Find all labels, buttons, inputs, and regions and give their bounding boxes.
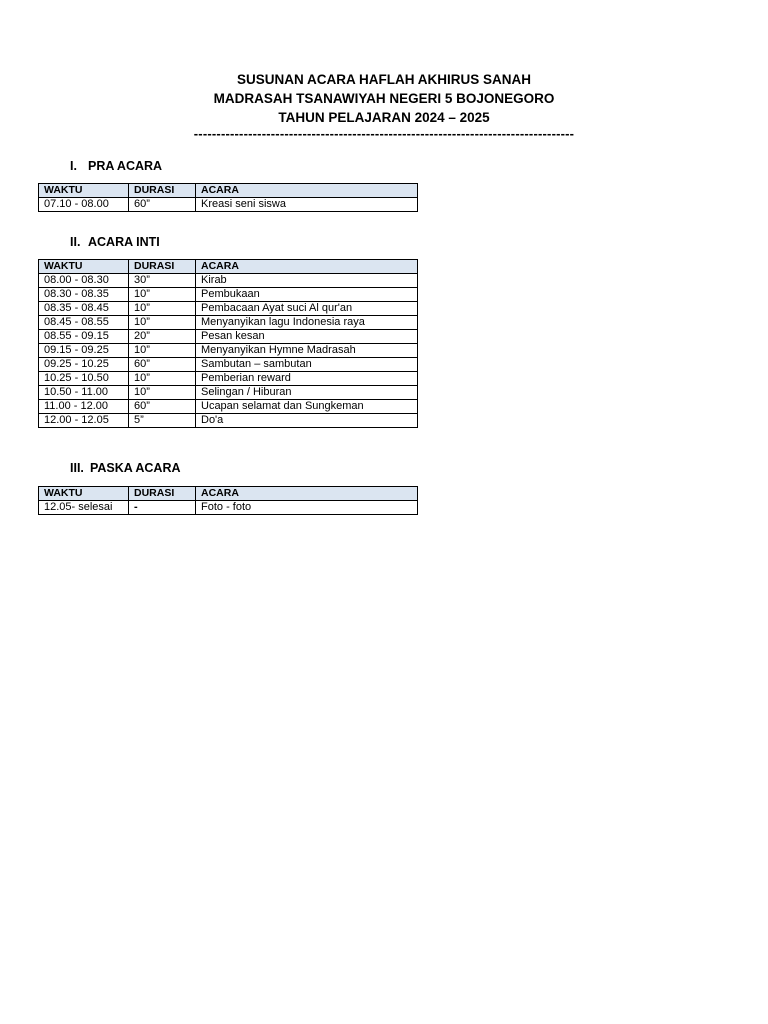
cell-durasi: 60” [129,358,196,372]
cell-waktu: 08.35 - 08.45 [39,302,129,316]
cell-acara: Menyanyikan lagu Indonesia raya [196,316,418,330]
cell-waktu: 12.05- selesai [39,501,129,515]
header-waktu: WAKTU [39,260,129,274]
table-row [39,316,418,330]
cell-acara: Sambutan – sambutan [196,358,418,372]
cell-acara: Pembacaan Ayat suci Al qur'an [196,302,418,316]
title-line-2: MADRASAH TSANAWIYAH NEGERI 5 BOJONEGORO [213,91,555,106]
title-line-1: SUSUNAN ACARA HAFLAH AKHIRUS SANAH [237,72,531,87]
table-header-row [39,260,418,274]
schedule-table-pra-acara [38,183,418,212]
section-title: ACARA INTI [88,235,160,249]
section-number: I. [70,159,77,173]
header-durasi: DURASI [129,184,196,198]
cell-durasi: 10” [129,372,196,386]
cell-durasi: 5” [129,414,196,428]
header-waktu: WAKTU [39,184,129,198]
header-acara: ACARA [196,260,418,274]
section-heading-acara-inti [70,234,160,250]
cell-durasi: 10” [129,344,196,358]
cell-acara: Kreasi seni siswa [196,198,418,212]
cell-waktu: 11.00 - 12.00 [39,400,129,414]
header-acara: ACARA [196,184,418,198]
table-row [39,372,418,386]
cell-waktu: 10.25 - 10.50 [39,372,129,386]
cell-durasi: 60” [129,198,196,212]
document-title [0,70,768,141]
table-header-row [39,487,418,501]
section-heading-pra-acara [70,158,162,174]
header-durasi: DURASI [129,260,196,274]
cell-waktu: 08.45 - 08.55 [39,316,129,330]
table-row [39,344,418,358]
cell-waktu: 10.50 - 11.00 [39,386,129,400]
section-title: PASKA ACARA [90,461,181,475]
table-row [39,302,418,316]
cell-acara: Menyanyikan Hymne Madrasah [196,344,418,358]
table-row [39,288,418,302]
header-acara: ACARA [196,487,418,501]
cell-waktu: 12.00 - 12.05 [39,414,129,428]
cell-acara: Selingan / Hiburan [196,386,418,400]
table-row [39,414,418,428]
header-waktu: WAKTU [39,487,129,501]
header-durasi: DURASI [129,487,196,501]
cell-waktu: 08.55 - 09.15 [39,330,129,344]
cell-acara: Kirab [196,274,418,288]
section-number: II. [70,235,81,249]
cell-durasi: 60” [129,400,196,414]
cell-acara: Pesan kesan [196,330,418,344]
cell-acara: Pembukaan [196,288,418,302]
cell-waktu: 08.30 - 08.35 [39,288,129,302]
cell-waktu: 09.15 - 09.25 [39,344,129,358]
table-row [39,358,418,372]
section-number: III. [70,461,84,475]
cell-durasi: - [129,501,196,515]
section-title: PRA ACARA [88,159,163,173]
section-heading-paska-acara [70,460,181,476]
cell-durasi: 10” [129,302,196,316]
cell-durasi: 10” [129,386,196,400]
table-row [39,400,418,414]
table-row [39,330,418,344]
title-divider: ------------------------------------------------------------------------------------ [193,126,575,141]
cell-acara: Foto - foto [196,501,418,515]
table-header-row [39,184,418,198]
cell-waktu: 08.00 - 08.30 [39,274,129,288]
table-row [39,274,418,288]
schedule-table-acara-inti [38,259,418,428]
title-line-3: TAHUN PELAJARAN 2024 – 2025 [278,110,490,125]
table-row [39,501,418,515]
cell-acara: Do'a [196,414,418,428]
schedule-table-paska-acara [38,486,418,515]
cell-durasi: 30” [129,274,196,288]
cell-durasi: 10” [129,288,196,302]
cell-acara: Pemberian reward [196,372,418,386]
table-row [39,386,418,400]
cell-durasi: 20” [129,330,196,344]
cell-waktu: 07.10 - 08.00 [39,198,129,212]
cell-durasi: 10” [129,316,196,330]
cell-waktu: 09.25 - 10.25 [39,358,129,372]
table-row [39,198,418,212]
cell-acara: Ucapan selamat dan Sungkeman [196,400,418,414]
